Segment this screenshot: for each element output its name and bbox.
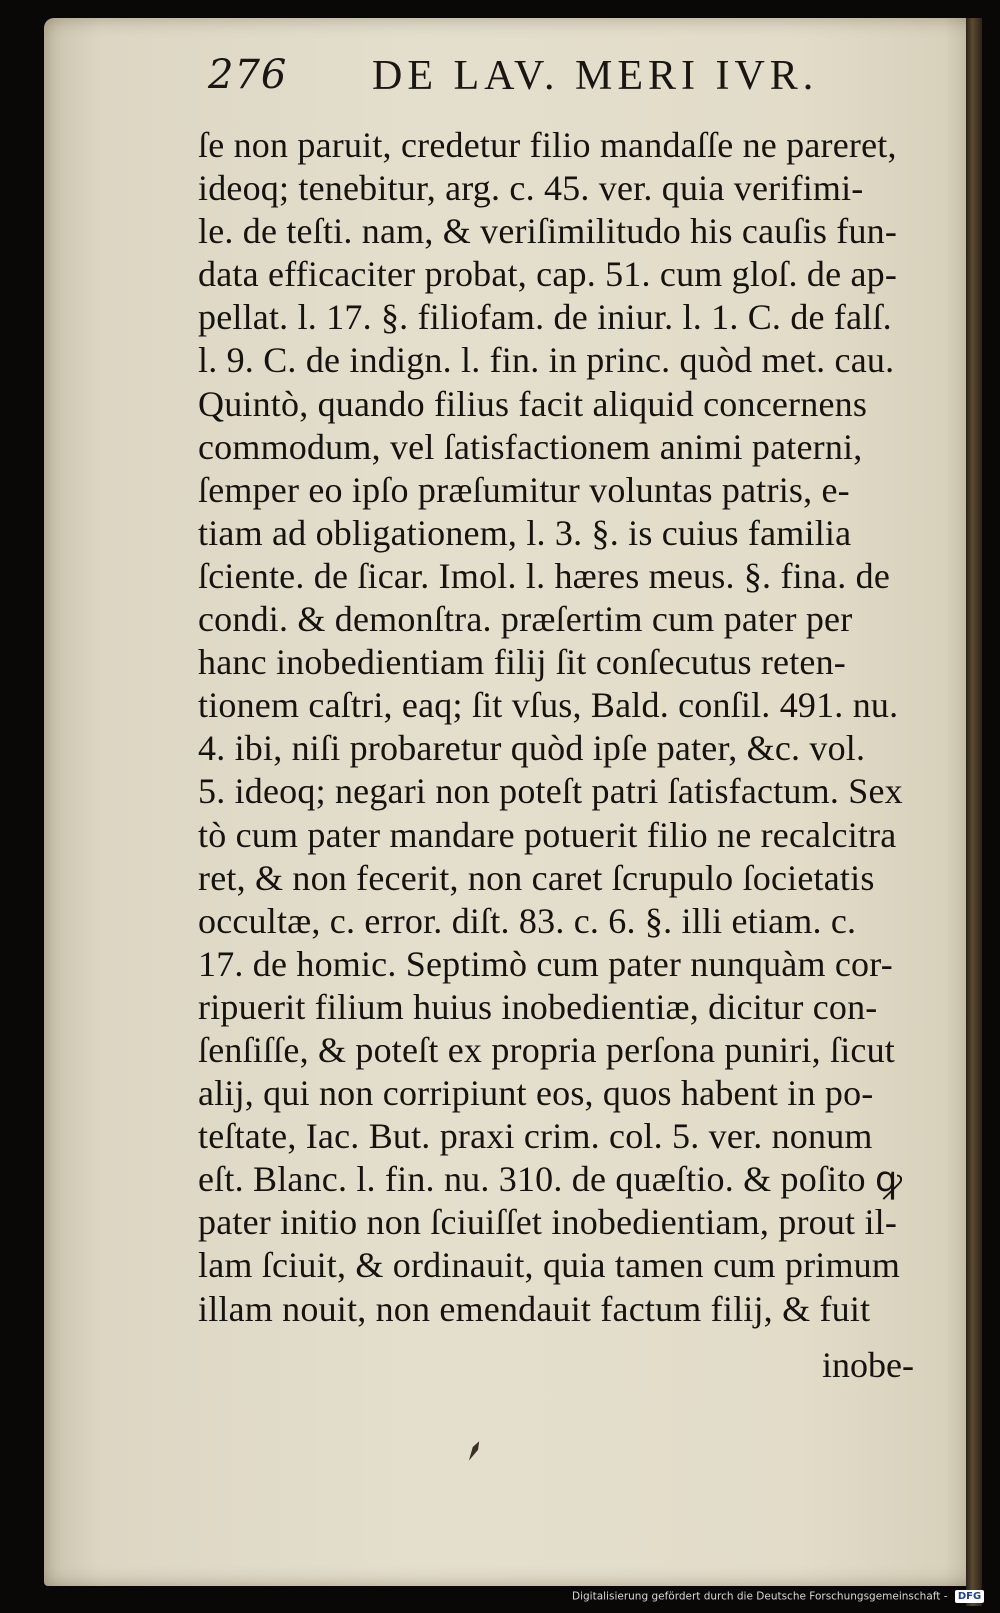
credit-text: Digitalisierung gefördert durch die Deutsche Forschungsgemeinschaft - xyxy=(572,1590,948,1603)
text-line: condi. & demonſtra. præſertim cum pater per xyxy=(198,599,853,640)
text-line: le. de teſti. nam, & veriſimilitudo his cauſis fun- xyxy=(198,211,898,252)
text-line: alij, qui non corripiunt eos, quos habent in po- xyxy=(198,1073,874,1114)
text-line: ideoq; tenebitur, arg. c. 45. ver. quia verifimi- xyxy=(198,168,864,209)
text-line: teſtate, Iac. But. praxi crim. col. 5. ver. nonum xyxy=(198,1116,873,1157)
text-line: commodum, vel ſatisfactionem animi paterni, xyxy=(198,426,863,467)
text-line: hanc inobedientiam filij ſit conſecutus reten- xyxy=(198,642,846,683)
text-line: Quintò, quando filius facit aliquid concernens xyxy=(198,383,868,424)
body-text xyxy=(198,124,958,1331)
text-line: data efficaciter probat, cap. 51. cum gloſ. de ap- xyxy=(198,254,898,295)
text-line: ſemper eo ipſo præſumitur voluntas patris, e- xyxy=(198,469,850,510)
text-line: pater initio non ſciuiſſet inobedientiam, prout il- xyxy=(198,1202,898,1243)
page-edge-shadow xyxy=(966,18,982,1606)
catchword: inobe- xyxy=(822,1345,914,1385)
text-line: ripuerit filium huius inobedientiæ, dicitur con- xyxy=(198,986,878,1027)
text-line: l. 9. C. de indign. l. fin. in princ. quòd met. cau. xyxy=(198,340,895,381)
text-line: eſt. Blanc. l. fin. nu. 310. de quæſtio. & poſito ꝙ xyxy=(198,1159,903,1200)
page-number: 276 xyxy=(208,52,288,98)
text-line: ſciente. de ſicar. Imol. l. hæres meus. §. fina. de xyxy=(198,555,891,596)
digitization-credit xyxy=(572,1590,984,1608)
text-line: tò cum pater mandare potuerit filio ne recalcitra xyxy=(198,814,897,855)
running-title: DE LAV. MERI IVR. xyxy=(372,53,819,99)
text-line: occultæ, c. error. diſt. 83. c. 6. §. illi etiam. c. xyxy=(198,900,857,941)
text-line: illam nouit, non emendauit factum filij, & fuit xyxy=(198,1288,871,1329)
text-line: ret, & non fecerit, non caret ſcrupulo ſocietatis xyxy=(198,857,875,898)
text-line: tiam ad obligationem, l. 3. §. is cuius familia xyxy=(198,512,852,553)
text-line: lam ſciuit, & ordinauit, quia tamen cum primum xyxy=(198,1245,901,1286)
text-line: 4. ibi, niſi probaretur quòd ipſe pater, &c. vol. xyxy=(198,728,866,769)
text-line: 17. de homic. Septimò cum pater nunquàm cor- xyxy=(198,943,893,984)
text-line: tionem caſtri, eaq; ſit vſus, Bald. conſil. 491. nu. xyxy=(198,685,899,726)
text-line: pellat. l. 17. §. filiofam. de iniur. l. 1. C. de falſ. xyxy=(198,297,892,338)
text-line: ſenſiſſe, & poteſt ex propria perſona puniri, ſicut xyxy=(198,1029,896,1070)
page-header xyxy=(60,38,890,98)
text-line: 5. ideoq; negari non poteſt patri ſatisfactum. Sex xyxy=(198,771,903,812)
dfg-logo: DFG xyxy=(955,1590,984,1603)
text-line: ſe non paruit, credetur filio mandaſſe ne pareret, xyxy=(198,125,897,165)
